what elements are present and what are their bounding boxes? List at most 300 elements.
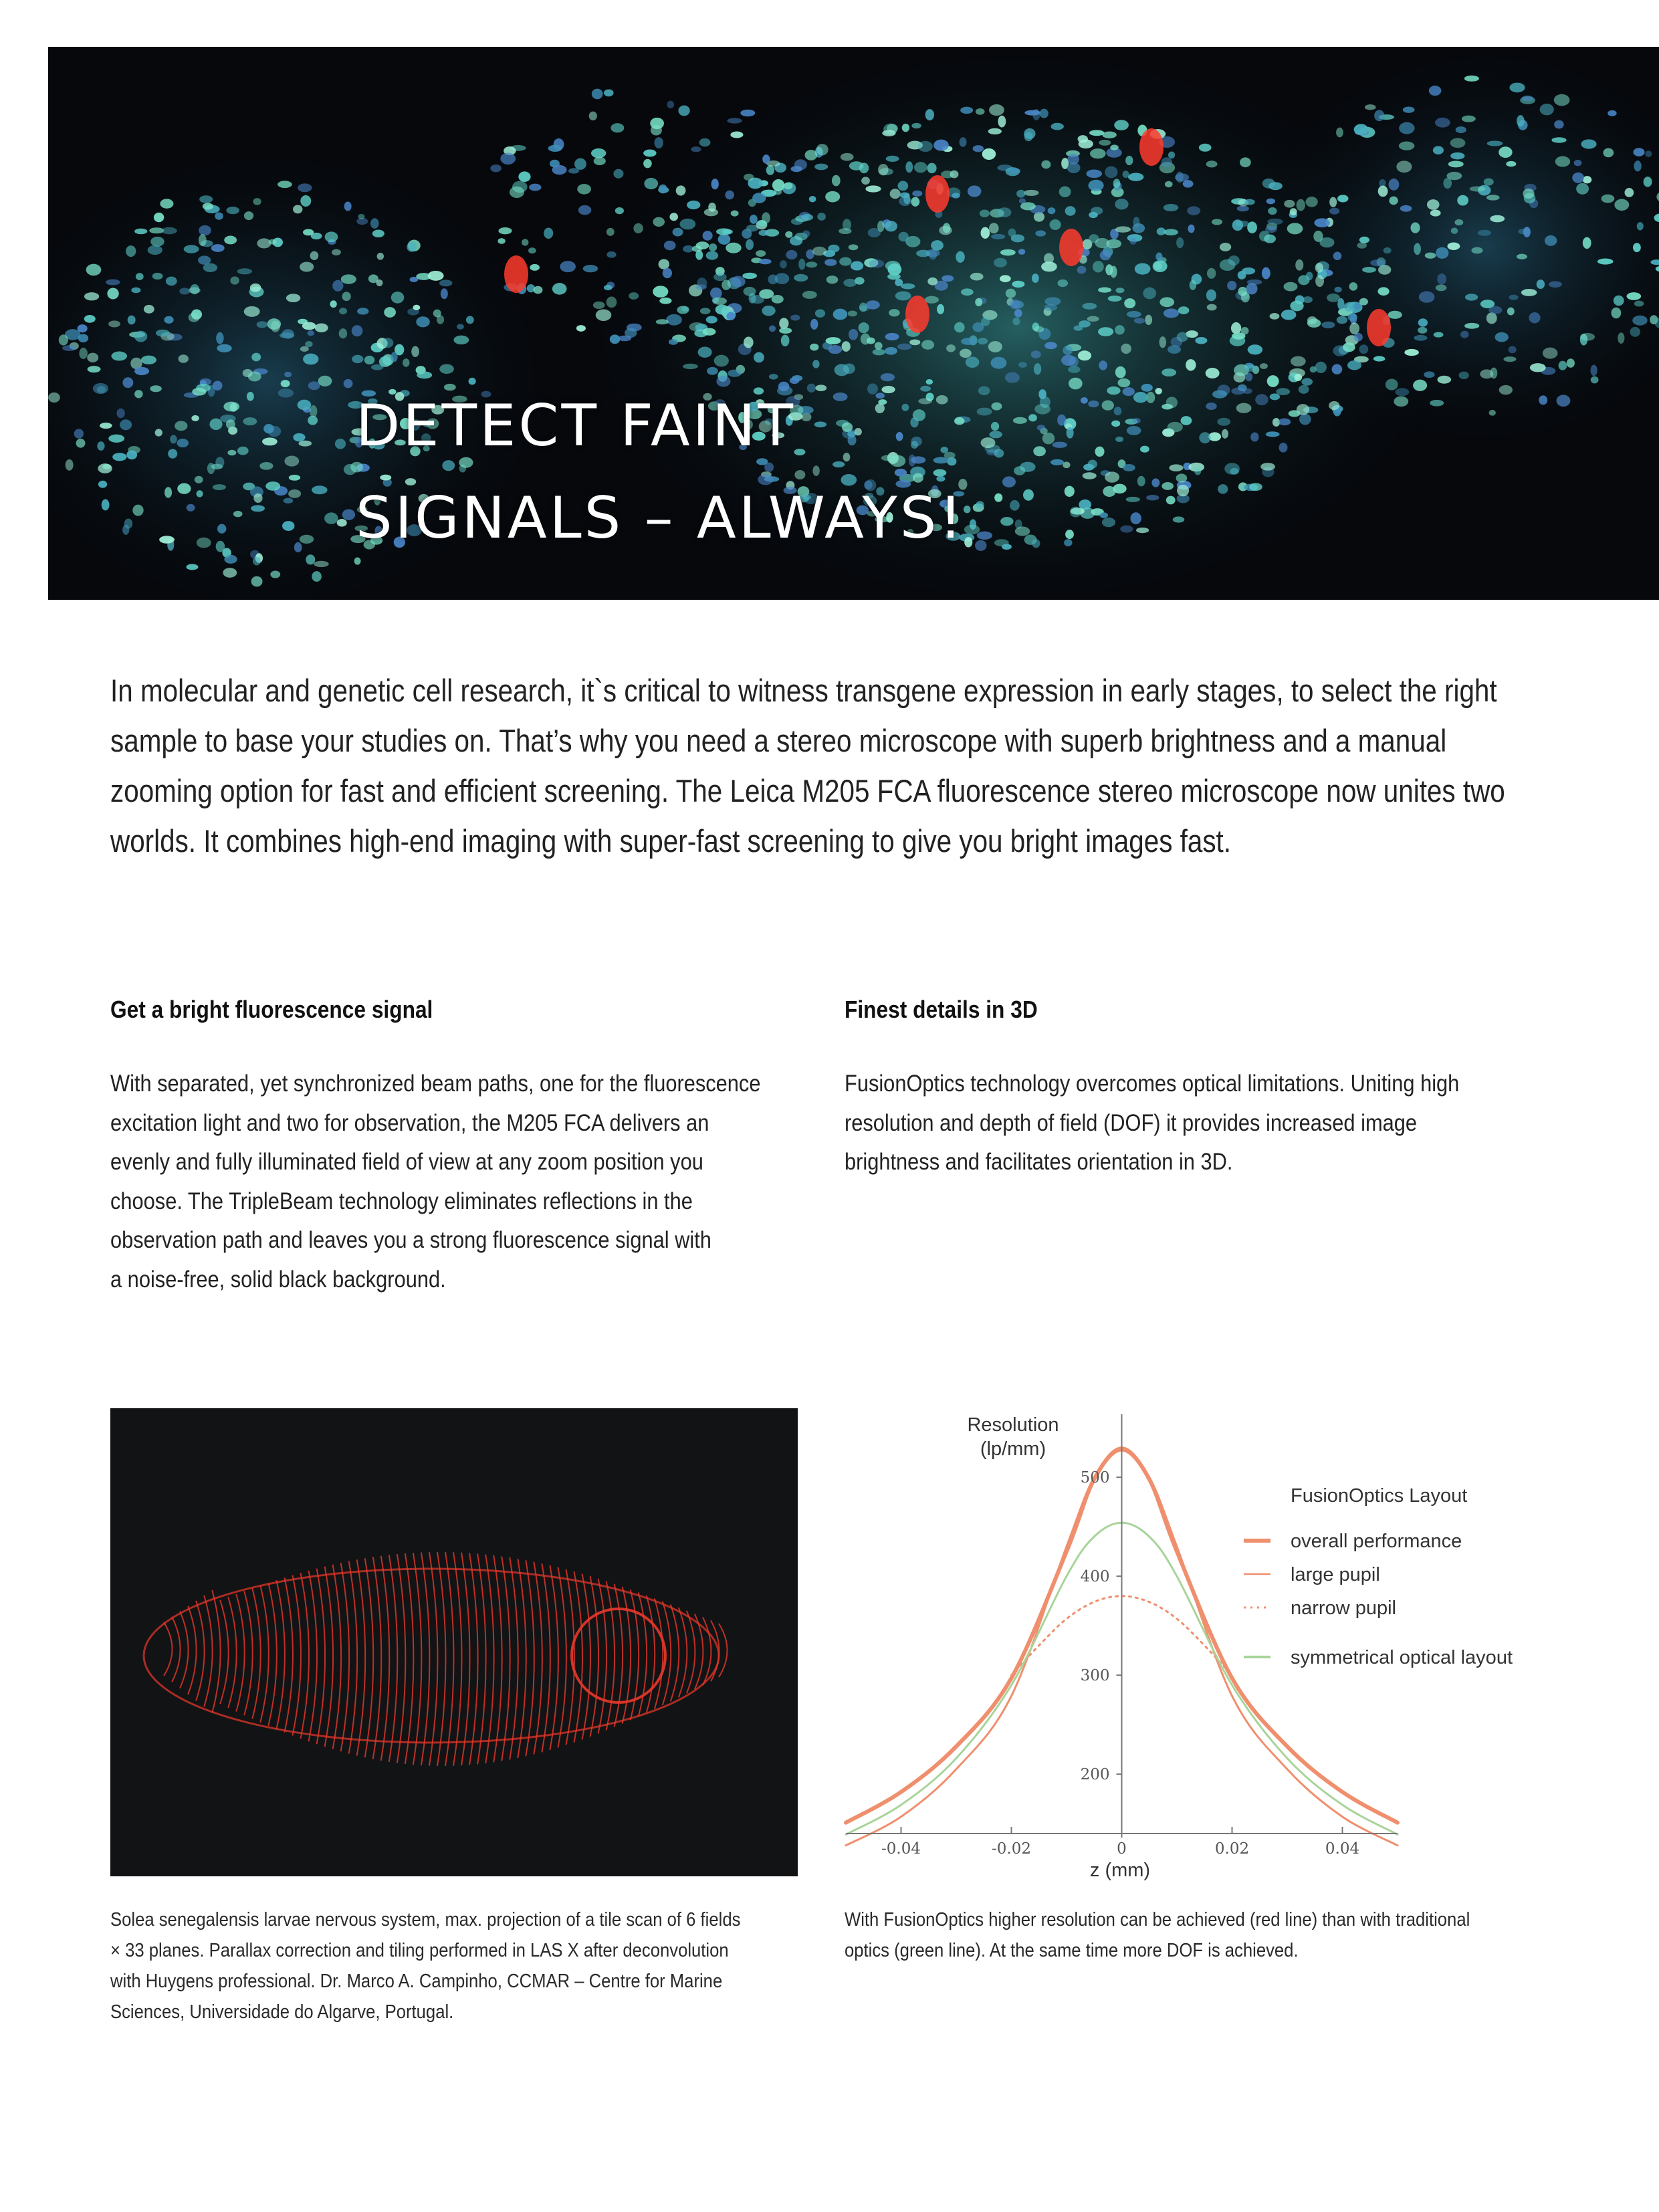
cell-nucleus [1194,467,1201,475]
cell-nucleus [1079,320,1091,328]
cell-nucleus [529,184,541,191]
cell-nucleus [159,536,175,544]
cell-nucleus [865,185,881,192]
cell-nucleus [1088,180,1103,191]
cell-nucleus [1347,360,1361,370]
cell-nucleus [267,318,281,330]
cell-nucleus [179,354,189,363]
cell-nucleus [457,324,464,329]
y-axis-label-line2: (lp/mm) [980,1438,1046,1460]
cell-nucleus [372,230,384,237]
cell-nucleus [1459,372,1469,379]
cell-nucleus [1378,186,1388,197]
cell-nucleus [1246,283,1257,294]
cell-nucleus [416,316,429,327]
cell-nucleus [961,288,974,296]
cell-nucleus [1114,407,1122,415]
right-body-line: resolution and depth of field (DOF) it provides increased image [845,1109,1418,1136]
cell-nucleus [179,288,190,294]
cell-nucleus [1127,311,1141,318]
cell-nucleus [786,250,797,259]
cell-nucleus [497,238,505,244]
cell-nucleus [759,289,774,298]
cell-nucleus [300,346,309,352]
cell-nucleus [253,557,261,566]
cell-nucleus [843,363,855,374]
cell-nucleus [1327,294,1340,302]
cell-nucleus [144,305,154,314]
cell-nucleus [855,277,864,284]
cell-nucleus [93,383,108,394]
cell-nucleus [281,380,290,387]
y-tick-label: 500 [1080,1469,1110,1487]
cell-nucleus [1034,363,1041,374]
fish-stroke [260,1585,269,1723]
cell-nucleus [1153,260,1168,272]
fish-stroke [615,1584,623,1727]
cell-nucleus [1321,322,1335,328]
cell-nucleus [1188,225,1194,233]
cell-nucleus [1583,237,1591,249]
caption-line: Sciences, Universidade do Algarve, Portugal. [110,2001,454,2023]
cell-nucleus [305,341,313,347]
cell-nucleus [911,197,919,207]
cell-nucleus [1063,346,1073,355]
fish-stroke [373,1557,382,1759]
cell-nucleus [1597,259,1614,265]
cell-nucleus [1517,115,1525,126]
cell-nucleus [849,244,859,250]
cell-nucleus [784,183,792,190]
cell-nucleus [613,169,623,179]
fish-stroke [542,1563,550,1752]
cell-nucleus [1065,486,1075,497]
cell-nucleus [166,277,177,286]
cell-nucleus [861,177,870,185]
cell-nucleus [1232,332,1245,340]
cell-nucleus [975,540,987,551]
cell-nucleus [226,207,239,214]
cell-nucleus [1159,297,1174,307]
cell-nucleus [160,199,173,208]
cell-nucleus [1396,160,1412,173]
cell-nucleus [890,189,901,199]
cell-nucleus [956,251,964,263]
fish-stroke [276,1580,285,1729]
cell-nucleus [223,568,237,578]
cell-nucleus [1284,282,1298,292]
cell-nucleus [339,328,347,338]
cell-nucleus [1050,459,1064,465]
cell-nucleus [941,171,954,178]
cell-nucleus [1105,166,1117,178]
cell-nucleus [912,191,922,197]
cell-nucleus [1462,116,1476,122]
cell-nucleus [1024,190,1039,196]
cell-nucleus [428,271,444,281]
fish-stroke [598,1579,607,1733]
cell-nucleus [1625,188,1634,197]
cell-nucleus [988,128,1002,134]
cell-nucleus [237,447,249,455]
cell-nucleus [1050,123,1063,130]
cell-nucleus [1264,235,1276,243]
cell-nucleus [548,145,562,152]
cell-nucleus [1418,318,1428,326]
cell-nucleus [170,435,177,443]
cell-nucleus [417,371,432,378]
cell-nucleus [1413,380,1427,391]
cell-nucleus [368,274,378,283]
cell-nucleus [364,356,375,364]
cell-nucleus [1644,177,1652,187]
cell-nucleus [663,268,672,279]
cell-nucleus [991,234,1005,239]
cell-nucleus [1465,294,1478,300]
cell-nucleus [286,294,300,302]
fish-stroke [461,1553,470,1765]
cell-nucleus [848,310,857,316]
cell-nucleus [1457,195,1468,206]
cell-nucleus [203,203,213,209]
cell-nucleus [1121,344,1131,354]
cell-nucleus [1429,86,1442,96]
cell-nucleus [866,300,880,309]
cell-nucleus [352,325,363,336]
cell-nucleus [284,372,292,377]
fish-stroke [687,1611,695,1693]
cell-nucleus [698,346,712,357]
fish-stroke [469,1553,478,1765]
cell-nucleus [756,250,766,257]
cell-nucleus [752,193,766,203]
cell-nucleus [722,280,731,290]
cell-nucleus [1425,253,1436,259]
cell-nucleus [175,421,187,431]
cell-nucleus [294,542,302,552]
cell-nucleus [1557,395,1571,407]
cell-nucleus [772,179,784,191]
cell-nucleus [1217,418,1230,426]
cell-nucleus [223,402,239,412]
cell-nucleus [1549,281,1562,288]
cell-nucleus [762,306,775,316]
cell-nucleus [1268,207,1277,215]
cell-nucleus [718,234,731,245]
cell-nucleus [251,353,261,362]
cell-nucleus [1244,365,1257,372]
cell-nucleus [759,259,772,264]
left-column [110,990,849,1299]
cell-nucleus [1353,303,1361,310]
cell-nucleus [1290,208,1297,215]
cell-nucleus [62,345,76,351]
cell-nucleus [76,439,86,448]
cell-nucleus [1315,263,1323,273]
cell-nucleus [1099,360,1107,370]
x-tick-label: 0 [1117,1840,1127,1858]
cell-nucleus [653,217,665,227]
cell-nucleus [1540,104,1554,115]
cell-nucleus [1124,298,1135,308]
cell-nucleus [1268,182,1283,190]
cell-nucleus [1006,289,1016,298]
cell-nucleus [325,231,338,242]
red-signal [905,296,929,333]
cell-nucleus [826,337,841,344]
fish-larva-illustration [110,1408,798,1876]
cell-nucleus [209,419,222,430]
cell-nucleus [666,314,682,326]
intro-paragraph: In molecular and genetic cell research, it`s critical to witness transgene expression in early stages, to select the right sample to base your studies on. That’s why you need a stereo microscope with superb brightness and a manual zooming option for fast and efficient screening. The Leica M205 FCA fluorescence stereo microscope now unites two worlds. It combines high-end imaging with super-fast screening to give you bright images fast. [110,673,1505,859]
cell-nucleus [875,342,883,349]
cell-nucleus [1115,325,1125,334]
cell-nucleus [604,89,614,96]
cell-nucleus [190,284,199,294]
fish-stroke [397,1554,406,1763]
cell-nucleus [1424,371,1434,378]
cell-nucleus [1394,397,1408,407]
cell-nucleus [1132,223,1145,233]
x-tick-label: 0.02 [1214,1840,1250,1858]
cell-nucleus [1034,326,1044,332]
cell-nucleus [1529,312,1540,323]
cell-nucleus [244,211,253,220]
cell-nucleus [897,181,908,191]
cell-nucleus [358,214,364,219]
left-heading: Get a bright fluorescence signal [110,996,433,1023]
fish-stroke [317,1569,326,1745]
cell-nucleus [1614,296,1624,306]
cell-nucleus [1108,296,1122,302]
cell-nucleus [843,279,857,287]
cell-nucleus [215,457,224,467]
cell-nucleus [1177,485,1189,496]
cell-nucleus [728,370,742,377]
cell-nucleus [711,179,719,189]
cell-nucleus [824,259,837,266]
cell-nucleus [1503,356,1516,362]
cell-nucleus [518,171,530,182]
fish-stroke [236,1594,245,1712]
cell-nucleus [1464,76,1479,82]
legend [1244,1531,1513,1668]
cell-nucleus [1601,195,1615,203]
cell-nucleus [164,316,173,324]
cell-nucleus [576,325,586,332]
cell-nucleus [560,261,576,272]
y-axis-label-line1: Resolution [967,1414,1059,1436]
cell-nucleus [1521,289,1537,296]
cell-nucleus [1509,346,1517,354]
cell-nucleus [1265,226,1277,233]
cell-nucleus [344,201,352,211]
cell-nucleus [102,499,110,510]
cell-nucleus [828,345,842,354]
cell-nucleus [1451,227,1458,234]
cell-nucleus [1014,466,1025,475]
cell-nucleus [988,341,1002,352]
cell-nucleus [128,316,136,325]
cell-nucleus [806,261,817,267]
cell-nucleus [522,239,529,245]
caption-line: Solea senegalensis larvae nervous system, max. projection of a tile scan of 6 fields [110,1909,741,1930]
cell-nucleus [633,223,643,233]
caption-line: with Huygens professional. Dr. Marco A. Campinho, CCMAR – Centre for Marine [110,1971,723,1992]
fish-stroke [445,1552,453,1766]
cell-nucleus [382,338,394,348]
hero-image [48,47,1659,600]
fish-stroke [196,1601,205,1701]
cell-nucleus [1248,344,1262,354]
cell-nucleus [253,198,261,205]
cell-nucleus [750,215,758,224]
cell-nucleus [230,276,239,284]
left-body-line: With separated, yet synchronized beam paths, one for the fluorescence [110,1071,761,1097]
cell-nucleus [1013,318,1020,326]
cell-nucleus [762,212,770,223]
cell-nucleus [1145,315,1152,325]
cell-nucleus [337,519,347,527]
cell-nucleus [1433,146,1444,154]
cell-nucleus [714,355,729,367]
cell-nucleus [1287,223,1303,234]
cell-nucleus [1100,250,1111,260]
cell-nucleus [691,146,701,152]
cell-nucleus [1349,282,1358,291]
cell-nucleus [498,227,512,234]
fish-stroke [180,1612,189,1688]
cell-nucleus [1436,284,1447,291]
cell-nucleus [248,372,261,382]
cell-nucleus [898,232,908,242]
cell-nucleus [411,346,419,357]
cell-nucleus [1032,539,1040,548]
cell-nucleus [300,195,311,207]
cell-nucleus [1206,290,1216,302]
fish-stroke [228,1597,237,1707]
fish-stroke [268,1583,277,1726]
cell-nucleus [308,381,320,390]
cell-nucleus [108,435,124,443]
cell-nucleus [1306,271,1313,280]
cell-nucleus [1089,130,1104,136]
cell-nucleus [1314,218,1329,227]
cell-nucleus [644,178,658,189]
cell-nucleus [933,140,949,151]
cell-nucleus [1120,526,1133,533]
cell-nucleus [1207,304,1217,311]
cell-nucleus [1266,431,1280,437]
cell-nucleus [1509,83,1525,93]
cell-nucleus [978,386,990,395]
cell-nucleus [742,273,757,279]
cell-nucleus [785,231,792,238]
cell-nucleus [111,352,127,361]
cell-nucleus [1270,393,1280,400]
cell-nucleus [270,571,280,578]
fish-stroke [502,1556,510,1761]
cell-nucleus [1067,154,1079,164]
cell-nucleus [1100,512,1108,518]
cell-nucleus [134,390,143,398]
cell-nucleus [1035,230,1046,236]
cell-nucleus [1070,507,1081,518]
cell-nucleus [298,400,312,411]
fish-stroke [333,1565,342,1749]
cell-nucleus [1013,417,1027,424]
cell-nucleus [1102,518,1115,527]
cell-nucleus [211,244,225,252]
cell-nucleus [1430,210,1441,217]
cell-nucleus [1115,366,1126,378]
cell-nucleus [1437,376,1451,384]
cell-nucleus [754,352,764,363]
legend-title: FusionOptics Layout [1291,1485,1468,1507]
cell-nucleus [251,576,263,587]
cell-nucleus [1337,195,1348,202]
cell-nucleus [707,367,718,375]
cell-nucleus [1042,433,1055,445]
cell-nucleus [100,423,112,429]
cell-nucleus [1102,132,1117,138]
cell-nucleus [687,201,700,209]
hero-title-line2: SIGNALS – ALWAYS! [356,485,965,552]
cell-nucleus [842,341,851,352]
cell-nucleus [164,487,172,497]
cell-nucleus [284,498,294,504]
cell-nucleus [1490,368,1497,379]
cell-nucleus [1169,464,1183,471]
cell-nucleus [1113,179,1121,188]
cell-nucleus [927,163,936,174]
fish-stroke [204,1595,213,1707]
cell-nucleus [288,489,301,498]
cell-nucleus [1276,388,1290,395]
cell-nucleus [215,213,223,220]
cell-nucleus [1183,180,1194,187]
cell-nucleus [726,243,741,253]
cell-nucleus [1418,327,1427,334]
cell-nucleus [1111,421,1120,427]
cell-nucleus [152,273,163,280]
cell-nucleus [1603,148,1614,157]
legend-narrow: narrow pupil [1291,1597,1396,1619]
cell-nucleus [1088,401,1099,407]
cell-nucleus [780,260,787,268]
fish-stroke [606,1581,615,1731]
cell-nucleus [1250,432,1258,441]
cell-nucleus [1040,109,1048,118]
cell-nucleus [87,353,98,362]
cell-nucleus [746,239,754,250]
cell-nucleus [177,483,191,494]
cell-nucleus [122,377,133,388]
cell-nucleus [303,229,314,235]
cell-nucleus [1049,219,1061,230]
cell-nucleus [981,437,996,448]
cell-nucleus [1140,446,1149,453]
cell-nucleus [618,336,631,342]
cell-nucleus [1336,128,1343,138]
cell-nucleus [315,324,328,332]
cell-nucleus [1634,300,1644,306]
cell-nucleus [1065,530,1074,539]
cell-nucleus [339,308,347,314]
cell-nucleus [1443,178,1452,189]
fish-stroke [309,1571,318,1741]
cell-nucleus [1295,259,1303,271]
